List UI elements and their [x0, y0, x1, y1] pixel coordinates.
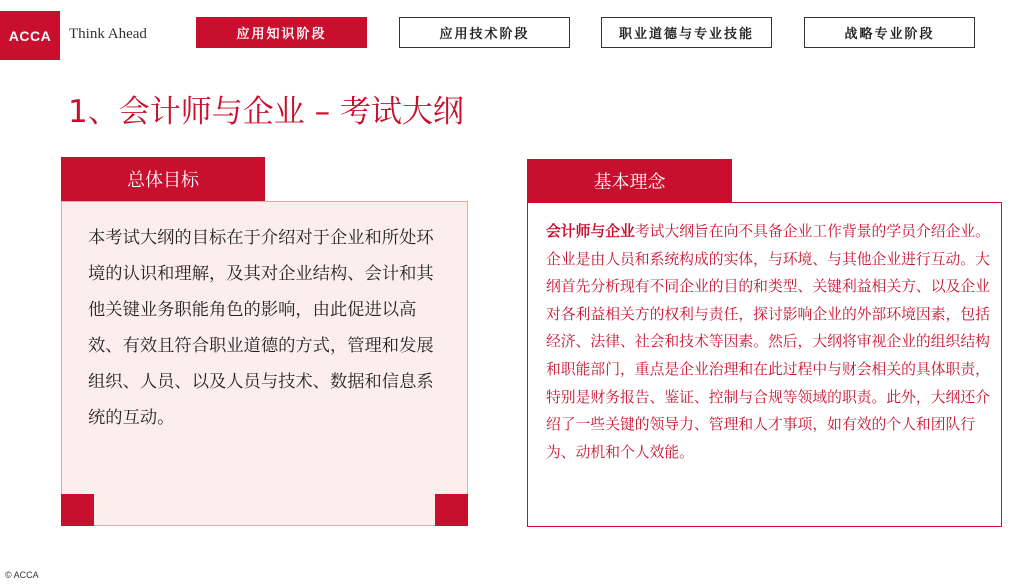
copyright: © ACCA: [5, 570, 39, 580]
corner-decoration-left: [61, 494, 94, 526]
tab-ethics-professional-skills[interactable]: 职业道德与专业技能: [601, 17, 772, 48]
corner-decoration-right: [435, 494, 468, 526]
objective-heading: 总体目标: [61, 157, 265, 201]
brand-tagline: Think Ahead: [69, 26, 147, 42]
acca-logo: [0, 11, 60, 60]
tab-applied-knowledge[interactable]: 应用知识阶段: [196, 17, 367, 48]
objective-text: 本考试大纲的目标在于介绍对于企业和所处环境的认识和理解，及其对企业结构、会计和其他关键业务职能角色的影响，由此促进以高效、有效且符合职业道德的方式，管理和发展组织、人员、以及人员与技术、数据和信息系统的互动。: [88, 228, 434, 428]
philosophy-body: 考试大纲旨在向不具备企业工作背景的学员介绍企业。企业是由人员和系统构成的实体，与环境、与其他企业进行互动。大纲首先分析现有不同企业的目的和类型、关键利益相关方、以及企业对各利益相关方的权利与责任，探讨影响企业的外部环境因素，包括经济、法律、社会和技术等因素。然后，大纲将审视企业的组织结构和职能部门，重点是企业治理和在此过程中与财会相关的具体职责，特别是财务报告、鉴证、控制与合规等领域的职责。此外，大纲还介绍了一些关键的领导力、管理和人才事项，如有效的个人和团队行为、动机和个人效能。: [546, 223, 990, 461]
philosophy-text: [546, 218, 996, 466]
page-title: 1、会计师与企业 – 考试大纲: [68, 94, 464, 130]
philosophy-emphasis: 会计师与企业: [546, 223, 635, 240]
logo-text: ACCA: [8, 27, 52, 44]
philosophy-heading: 基本理念: [527, 159, 732, 203]
tab-strategic-professional[interactable]: 战略专业阶段: [804, 17, 975, 48]
tab-applied-skills[interactable]: 应用技术阶段: [399, 17, 570, 48]
